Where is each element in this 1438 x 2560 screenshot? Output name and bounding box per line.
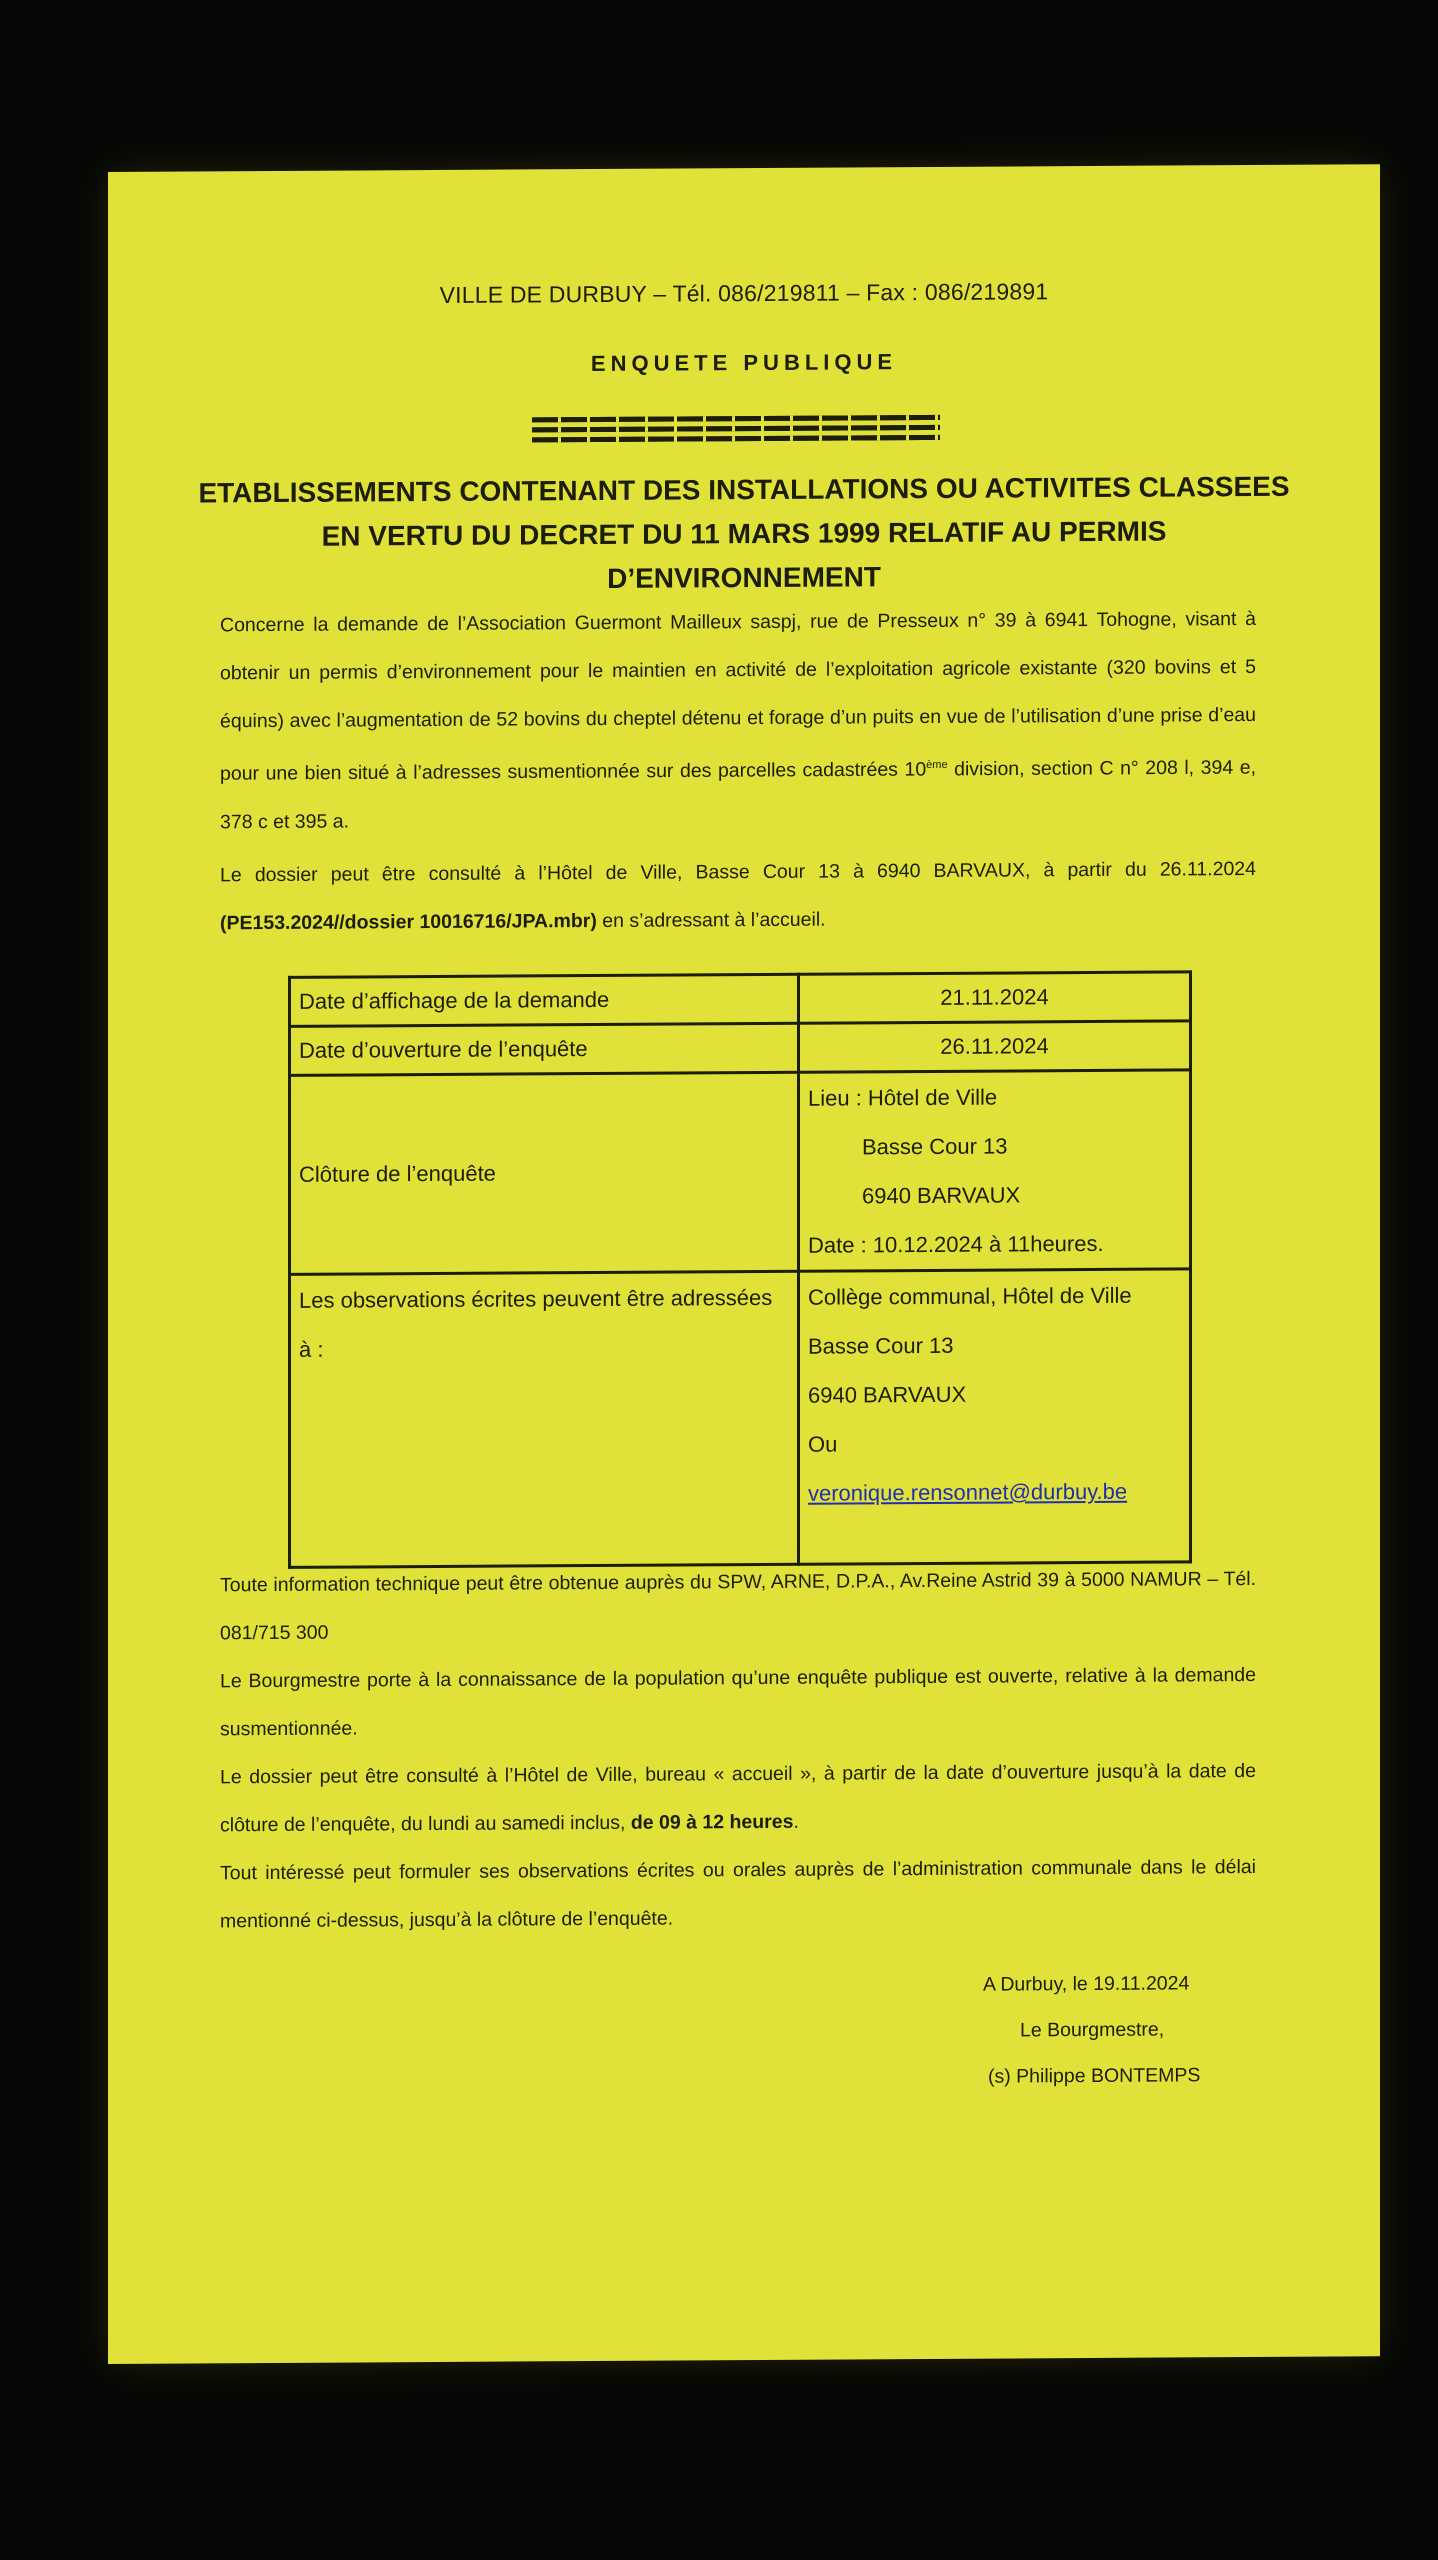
cloture-date: Date : 10.12.2024 à 11heures. [808,1230,1104,1258]
dossier-hours-tail: . [793,1810,799,1833]
observations-city: 6940 BARVAUX [808,1381,967,1408]
contact-line: VILLE DE DURBUY – Tél. 086/219811 – Fax : 086/219891 [439,278,1049,308]
closing-paragraphs [220,1555,1256,1945]
dossier-text: Le dossier peut être consulté à l’Hôtel de Ville, Basse Cour 13 à 6940 BARVAUX, à partir du 26.11.2024 [220,857,1256,887]
affichage-label: Date d’affichage de la demande [290,974,799,1026]
signature-name: (s) Philippe BONTEMPS [988,2064,1201,2088]
interesse-paragraph: Tout intéressé peut formuler ses observations écrites ou orales auprès de l’administration communale dans le délai mentionné ci-dessus, jusqu’à la clôture de l’enquête. [220,1855,1256,1933]
table-row-ouverture [290,1021,1191,1076]
ouverture-label: Date d’ouverture de l’enquête [290,1023,799,1075]
observations-email-line [808,1466,1181,1517]
dates-table [288,970,1192,1569]
rule-bar-bottom [532,435,940,442]
table-row-observations [290,1269,1191,1568]
dossier-hours-paragraph [220,1747,1256,1849]
info-technique-paragraph: Toute information technique peut être obtenue auprès du SPW, ARNE, D.P.A., Av.Reine Astrid 39 à 5000 NAMUR – Tél. 081/715 300 [220,1567,1256,1645]
cloture-street: Basse Cour 13 [862,1133,1008,1160]
main-title: ETABLISSEMENTS CONTENANT DES INSTALLATIONS OU ACTIVITES CLASSEES EN VERTU DU DECRET DU 11 MARS 1999 RELATIF AU PERMIS D’ENVIRONNEMENT [198,470,1290,594]
observations-details [799,1269,1191,1564]
observations-college: Collège communal, Hôtel de Ville [808,1282,1132,1310]
public-notice-poster [108,164,1380,2364]
dossier-tail: en s’adressant à l’accueil. [596,908,826,933]
dossier-hours-text: Le dossier peut être consulté à l’Hôtel de Ville, bureau « accueil », à partir de la date d’ouverture jusqu’à la date de clôture de l’enquête, du lundi au samedi inclus, [220,1759,1256,1837]
table-row-cloture [290,1070,1191,1275]
cloture-label: Clôture de l’enquête [290,1072,799,1274]
double-rule-divider [532,415,940,445]
observations-ou: Ou [808,1431,838,1457]
concerne-paragraph [220,595,1256,846]
cloture-lieu: Lieu : Hôtel de Ville [808,1084,998,1111]
cloture-city: 6940 BARVAUX [862,1182,1021,1209]
bourgmestre-paragraph: Le Bourgmestre porte à la connaissance de la population qu’une enquête publique est ouverte, relative à la demande susmentionnée. [220,1663,1256,1741]
cloture-details [799,1070,1191,1271]
dossier-reference: (PE153.2024//dossier 10016716/JPA.mbr) [220,910,597,935]
enquete-heading: ENQUETE PUBLIQUE [590,349,898,377]
dossier-hours-bold: de 09 à 12 heures [630,1810,794,1834]
division-superscript: ème [926,758,948,772]
email-link[interactable]: veronique.rensonnet@durbuy.be [808,1478,1128,1506]
dossier-paragraph [220,845,1256,947]
observations-label [290,1271,799,1567]
affichage-value: 21.11.2024 [799,972,1191,1023]
observations-street: Basse Cour 13 [808,1332,954,1359]
observations-label-text: Les observations écrites peuvent être adressées à : [299,1284,773,1362]
concerne-text-tail: division, section C n° 208 l, 394 e, 378 c et 395 a. [220,756,1256,833]
ouverture-value: 26.11.2024 [799,1021,1191,1072]
signature-place-date: A Durbuy, le 19.11.2024 [983,1972,1190,1996]
rule-bar-top [532,415,940,422]
concerne-text: Concerne la demande de l’Association Guermont Mailleux saspj, rue de Presseux n° 39 à 6941 Tohogne, visant à obtenir un permis d’environnement pour le maintien en activité de l’exploitation agricole existante (320 bovins et 5 équins) avec l’augmentation de 52 bovins du cheptel détenu et forage d’un puits en vue de l’utilisation d’une prise d’eau pour une bien situé à l’adresses susmentionnée sur des parcelles cadastrées 10 [220,607,1256,785]
rule-bar-middle [532,425,940,432]
signature-role: Le Bourgmestre, [1020,2018,1165,2042]
table-row-affichage [290,972,1191,1027]
